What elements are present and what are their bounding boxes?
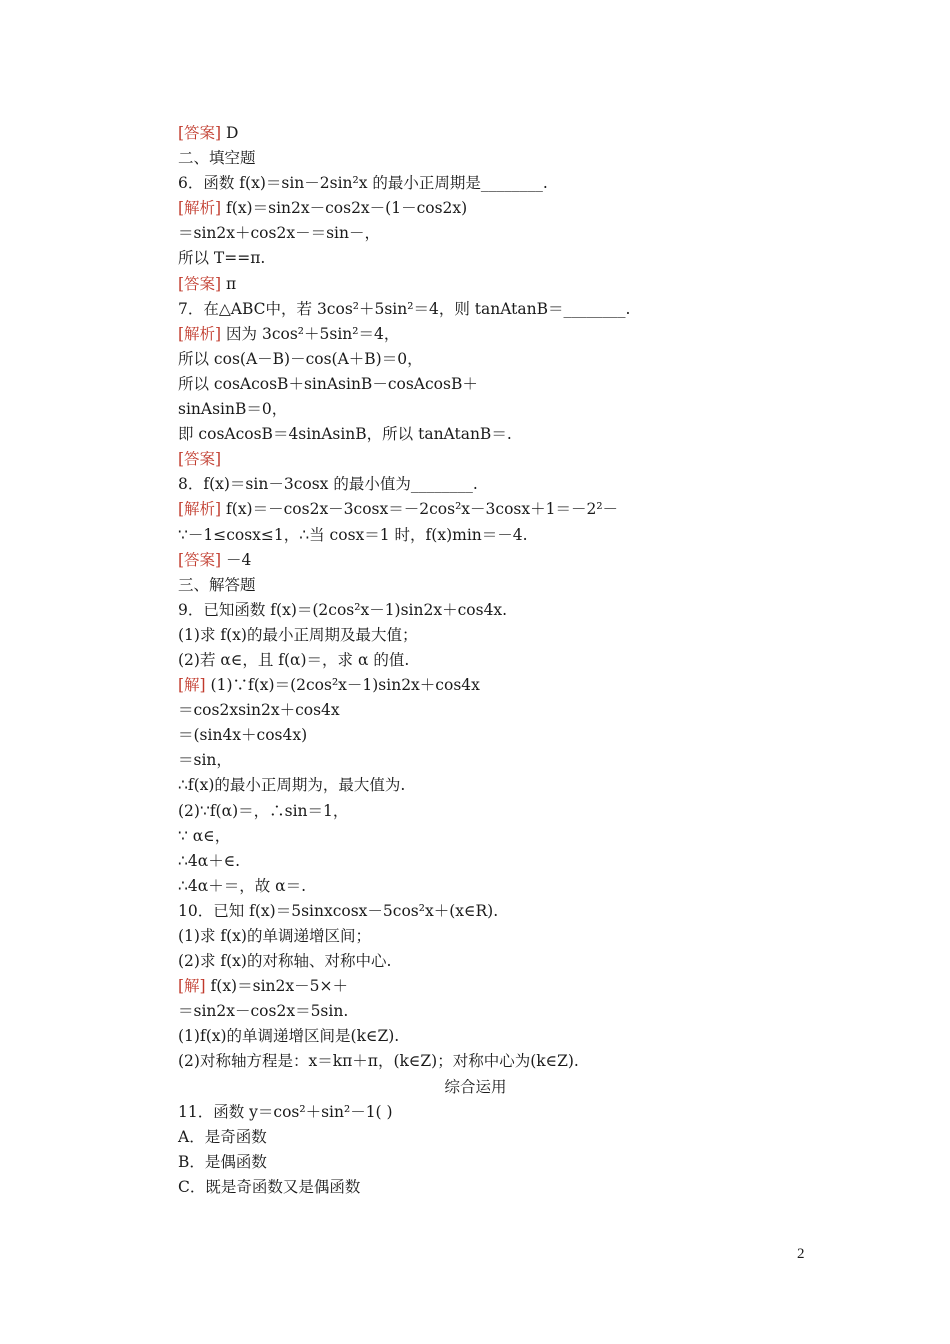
label-tag: [答案]	[178, 550, 222, 569]
text-line	[178, 1125, 648, 1150]
text-line	[178, 1175, 648, 1200]
text-line	[178, 221, 648, 246]
line-text: 9．已知函数 f(x)＝(2cos²x－1)sin2x＋cos4x.	[178, 600, 508, 619]
label-tag: [答案]	[178, 274, 222, 293]
text-line	[178, 648, 648, 673]
line-text: 三、解答题	[178, 575, 256, 594]
line-text: 综合运用	[444, 1077, 507, 1096]
line-text: C．既是奇函数又是偶函数	[178, 1177, 361, 1196]
label-tag: [解析]	[178, 199, 222, 218]
label-tag: [答案]	[178, 124, 222, 142]
text-line	[178, 1024, 648, 1049]
text-line	[178, 472, 648, 497]
line-text: (1)∵f(x)＝(2cos²x－1)sin2x＋cos4x	[205, 676, 480, 695]
line-text: 所以 cosAcosB＋sinAsinB－cosAcosB＋	[178, 374, 478, 393]
line-text: ＝sin2x－cos2x＝5sin.	[178, 1002, 349, 1021]
text-line	[178, 723, 648, 748]
text-line	[178, 949, 648, 974]
line-text: sinAsinB＝0，	[178, 400, 288, 419]
line-text: ∵ α∈，	[178, 826, 231, 845]
line-text: (1)求 f(x)的最小正周期及最大值；	[178, 625, 418, 644]
text-line	[178, 849, 648, 874]
line-text: ＝sin，	[178, 751, 232, 770]
text-line	[178, 1150, 648, 1175]
line-text: ＝cos2xsin2x＋cos4x	[178, 701, 340, 720]
text-line	[178, 1100, 648, 1125]
text-line	[178, 1049, 648, 1074]
text-line	[178, 924, 648, 949]
line-text: ∴f(x)的最小正周期为，最大值为.	[178, 776, 406, 795]
line-text: 6．函数 f(x)＝sin－2sin²x 的最小正周期是________.	[178, 174, 548, 193]
line-text: f(x)＝－cos2x－3cosx＝－2cos²x－3cosx＋1＝－2²－	[221, 500, 619, 519]
text-line	[178, 673, 648, 698]
text-line	[178, 523, 648, 548]
text-line	[178, 422, 648, 447]
line-text: 7．在△ABC中，若 3cos²＋5sin²＝4，则 tanAtanB＝________.	[178, 299, 631, 318]
text-line	[178, 272, 648, 297]
line-text: (2)求 f(x)的对称轴、对称中心.	[178, 952, 392, 971]
text-line	[178, 598, 648, 623]
line-text: A．是奇函数	[178, 1127, 267, 1146]
text-line	[178, 447, 648, 472]
line-text: (1)f(x)的单调递增区间是(k∈Z).	[178, 1027, 400, 1046]
line-text: (2)∵f(α)＝，∴sin＝1，	[178, 801, 349, 820]
line-text: 二、填空题	[178, 149, 256, 168]
text-line	[178, 146, 648, 171]
text-line	[178, 397, 648, 422]
line-text: ∴4α＋＝，故 α＝.	[178, 876, 307, 895]
text-line	[178, 297, 648, 322]
label-tag: [解]	[178, 676, 206, 695]
text-line	[178, 698, 648, 723]
line-text: ∵－1≤cosx≤1，∴当 cosx＝1 时，f(x)min＝－4.	[178, 525, 528, 544]
line-text: π	[221, 274, 237, 293]
line-text: ＝sin2x＋cos2x－＝sin－，	[178, 224, 380, 243]
line-text: －4	[221, 550, 252, 569]
text-line	[178, 899, 648, 924]
text-line	[178, 372, 648, 397]
text-line	[178, 573, 648, 598]
section-heading	[178, 1075, 648, 1100]
line-text: 8．f(x)＝sin－3cosx 的最小值为________.	[178, 475, 478, 494]
line-text: 10．已知 f(x)＝5sinxcosx－5cos²x＋(x∈R).	[178, 901, 499, 920]
page-content	[178, 121, 648, 1200]
label-tag: [解]	[178, 977, 206, 996]
text-line	[178, 999, 648, 1024]
line-text: 所以 T==π.	[178, 249, 266, 268]
line-text: ∴4α＋∈.	[178, 851, 241, 870]
label-tag: [解析]	[178, 324, 222, 343]
text-line	[178, 748, 648, 773]
text-line	[178, 874, 648, 899]
text-line	[178, 171, 648, 196]
text-line	[178, 121, 648, 146]
line-text: B．是偶函数	[178, 1152, 267, 1171]
text-line	[178, 548, 648, 573]
text-line	[178, 497, 648, 522]
page-number: 2	[797, 1246, 805, 1262]
text-line	[178, 974, 648, 999]
text-line	[178, 623, 648, 648]
line-text: f(x)＝sin2x－cos2x－(1－cos2x)	[221, 199, 468, 218]
line-text: 11．函数 y＝cos²＋sin²－1( )	[178, 1102, 393, 1121]
line-text: ＝(sin4x＋cos4x)	[178, 726, 308, 745]
line-text: (1)求 f(x)的单调递增区间；	[178, 927, 371, 945]
label-tag: [答案]	[178, 450, 222, 469]
line-text: (2)对称轴方程是：x＝kπ＋π，(k∈Z)；对称中心为(k∈Z).	[178, 1052, 579, 1071]
line-text: f(x)＝sin2x－5×＋	[205, 977, 348, 996]
line-text: (2)若 α∈，且 f(α)＝，求 α 的值.	[178, 650, 410, 669]
line-text: 因为 3cos²＋5sin²＝4，	[221, 324, 400, 343]
text-line	[178, 322, 648, 347]
text-line	[178, 347, 648, 372]
line-text: 所以 cos(A－B)－cos(A＋B)＝0，	[178, 349, 423, 368]
text-line	[178, 799, 648, 824]
label-tag: [解析]	[178, 500, 222, 519]
line-text: D	[221, 124, 239, 142]
text-line	[178, 773, 648, 798]
text-line	[178, 196, 648, 221]
line-text: 即 cosAcosB＝4sinAsinB，所以 tanAtanB＝.	[178, 425, 512, 444]
text-line	[178, 246, 648, 271]
text-line	[178, 824, 648, 849]
